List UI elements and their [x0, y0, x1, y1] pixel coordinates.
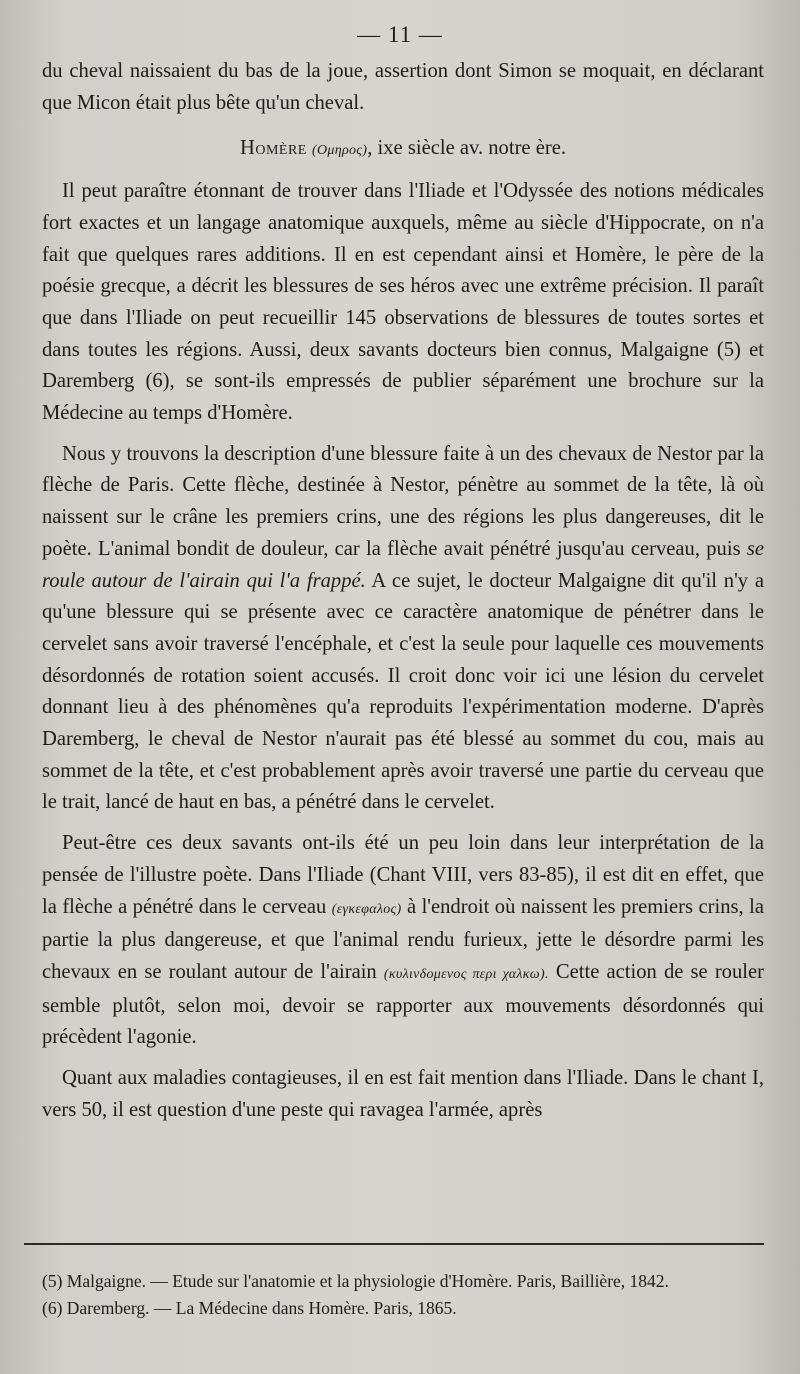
heading-century: , ixe siècle av. notre ère.	[367, 137, 567, 160]
paragraph-3-part-c: Cette action de se rouler semble plutôt, selon moi, devoir se rapporter aux mouvements désordonnés qui précèdent l'agonie.	[42, 960, 764, 1049]
footnote-6: (6) Daremberg. — La Médecine dans Homère. Paris, 1865.	[42, 1297, 457, 1318]
footnote-divider	[24, 1243, 764, 1245]
paragraph-2	[42, 439, 764, 819]
footnote-5: (5) Malgaigne. — Etude sur l'anatomie et la physiologie d'Homère. Paris, Baillière, 1842.	[42, 1271, 669, 1291]
paragraph-2-italic: se roule autour de l'airain qui l'a frappé.	[42, 537, 764, 592]
footnotes	[42, 1268, 764, 1321]
heading-greek: (Ομηρος)	[312, 143, 368, 159]
main-text	[42, 56, 764, 1127]
page-number: — 11 —	[357, 22, 443, 47]
paragraph-3	[42, 828, 764, 1054]
paragraph-3-part-a: Peut-être ces deux savants ont-ils été un peu loin dans leur interprétation de la pensée de l'illustre poète. Dans l'Iliade (Chant VIII, vers 83-85), il est dit en effet, que la flèche a pénétré dans le cerveau	[42, 832, 764, 918]
paragraph-3-part-b: à l'endroit où naissent les premiers crins, la partie la plus dangereuse, et que l'animal rendu furieux, jette le désordre parmi les chevaux en se roulant autour de l'airain	[42, 895, 765, 983]
paragraph-3-greek-1: (εγκεφαλος)	[331, 901, 402, 917]
paragraph-3-greek-2: (κυλινδομενος περι χαλκω).	[383, 966, 549, 982]
paragraph-2-part-a: Nous y trouvons la description d'une blessure faite à un des chevaux de Nestor par la flèche de Paris. Cette flèche, destinée à Nestor, pénètre au sommet de la tête, là où naissent sur le crâne les premiers crins, une des régions les plus dangereuses, dit le poète. L'animal bondit de douleur, car la flèche avait pénétré jusqu'au cerveau, puis	[42, 442, 764, 560]
heading-name: Homère	[239, 137, 307, 160]
section-heading	[42, 133, 764, 167]
paragraph-2-part-b: A ce sujet, le docteur Malgaigne dit qu'il n'y a qu'une blessure qui se présente avec ce caractère anatomique de pénétrer dans le cervelet sans avoir traversé l'encéphale, et c'est la seule pour laquelle ces mouvements désordonnés de rotation soient accusés. Il croit donc voir ici une lésion du cervelet donnant lieu à des phénomènes qu'a reproduits l'expérimentation moderne. D'après Daremberg, le cheval de Nestor n'aurait pas été blessé au sommet du cou, mais au sommet de la tête, et c'est probablement après avoir traversé une partie du cerveau que le trait, lancé de haut en bas, a pénétré dans le cervelet.	[42, 569, 764, 814]
paragraph-4: Quant aux maladies contagieuses, il en est fait mention dans l'Iliade. Dans le chant I, vers 50, il est question d'une peste qui ravagea l'armée, après	[42, 1067, 764, 1121]
paragraph-1: Il peut paraître étonnant de trouver dans l'Iliade et l'Odyssée des notions médicales fort exactes et un langage anatomique auxquels, même au siècle d'Hippocrate, on n'a fait que quelques rares additions. Il en est cependant ainsi et Homère, le père de la poésie grecque, a décrit les blessures de ses héros avec une extrême précision. Il paraît que dans l'Iliade on peut recueillir 145 observations de blessures de toutes sortes et dans toutes les régions. Aussi, deux savants docteurs bien connus, Malgaigne (5) et Daremberg (6), se sont-ils empressés de publier séparément une brochure sur la Médecine au temps d'Homère.	[42, 180, 764, 425]
opening-paragraph: du cheval naissaient du bas de la joue, assertion dont Simon se moquait, en déclarant que Micon était plus bête qu'un cheval.	[42, 60, 764, 114]
